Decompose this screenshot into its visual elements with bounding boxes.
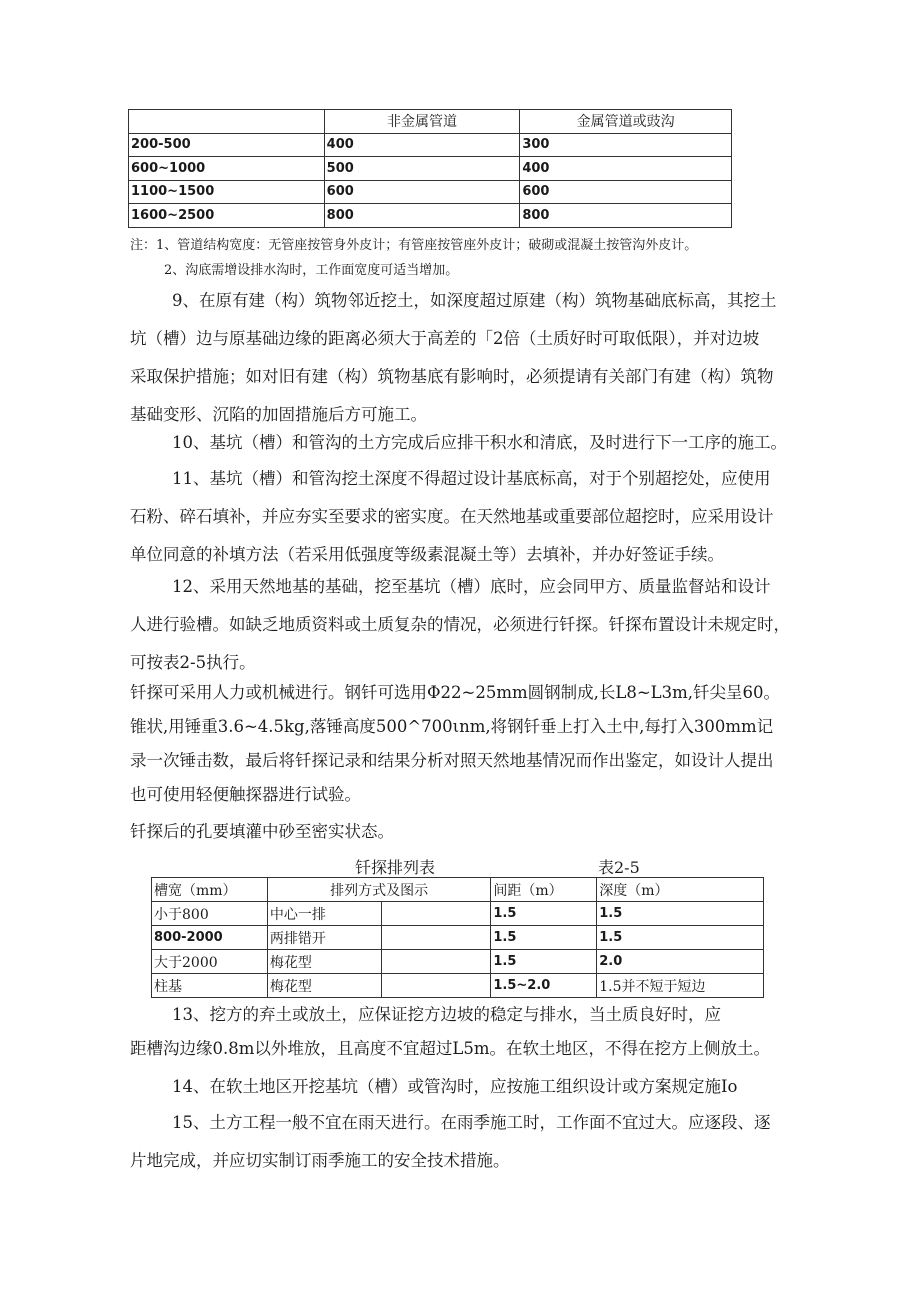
table-cell: 柱基: [152, 974, 268, 998]
text-line: 录一次锤击数，最后将钎探记录和结果分析对照天然地基情况而作出鉴定，如设计人提出: [130, 751, 774, 770]
table-cell: 1.5并不短于短边: [597, 974, 764, 998]
table-cell: 1.5: [597, 926, 764, 950]
paragraph-13: [130, 998, 770, 1066]
text-line: 基础变形、沉陷的加固措施后方可施工。: [130, 405, 427, 424]
paragraph-10: 10、基坑（槽）和管沟的土方完成后应排干积水和清底，及时进行下一工序的施工。: [172, 433, 787, 452]
table-cell: 600~1000: [129, 157, 325, 181]
table-note-1: 注：1、管道结构宽度：无管座按管身外皮计；有管座按管座外皮计；破砌或混凝土按管沟外皮计。: [130, 238, 698, 253]
table-header-row: [152, 878, 764, 902]
table-cell: 600: [324, 180, 520, 204]
table-cell: 1.5: [491, 950, 597, 974]
table-cell: 600: [520, 180, 732, 204]
probe-layout-table: [151, 877, 764, 998]
table-row: [129, 157, 732, 181]
table-row: [129, 180, 732, 204]
table-cell: 两排错开: [267, 926, 381, 950]
table-cell: 梅花型: [267, 974, 381, 998]
text-line: 11、基坑（槽）和管沟挖土深度不得超过设计基底标高，对于个别超挖处，应使用: [172, 469, 771, 488]
table-note-2: 2、沟底需增设排水沟时，工作面宽度可适当增加。: [164, 263, 459, 278]
table-number: 表2-5: [598, 858, 640, 877]
table-header-cell: 排列方式及图示: [267, 878, 490, 902]
table-cell: 1.5: [597, 902, 764, 926]
table-header-cell: 深度（m）: [597, 878, 764, 902]
paragraph-15: [130, 1104, 771, 1180]
text-line: 人进行验槽。如缺乏地质资料或土质复杂的情况，必须进行钎探。钎探布置设计未规定时，: [130, 615, 790, 634]
table-row: [152, 974, 764, 998]
table-cell: 大于2000: [152, 950, 268, 974]
table-header-cell: 槽宽（mm）: [152, 878, 268, 902]
table-row: [152, 902, 764, 926]
table-cell: 1600~2500: [129, 204, 325, 228]
table-cell: 800: [520, 204, 732, 228]
table-cell: 梅花型: [267, 950, 381, 974]
text-line: 距槽沟边缘0.8m以外堆放，且高度不宜超过L5m。在软土地区，不得在挖方上侧放土。: [130, 1039, 770, 1058]
table-row: [129, 133, 732, 157]
table-cell: 1100~1500: [129, 180, 325, 204]
table-cell: 1.5: [491, 902, 597, 926]
paragraph-12: [130, 568, 790, 682]
text-line: 石粉、碎石填补，并应夯实至要求的密实度。在天然地基或重要部位超挖时，应采用设计: [130, 507, 774, 526]
text-line: 也可使用轻便触探器进行试验。: [130, 785, 361, 804]
table-cell: 400: [520, 157, 732, 181]
table-row: [152, 926, 764, 950]
paragraph-9: [130, 282, 777, 434]
table-header-cell: 非金属管道: [324, 110, 520, 134]
paragraph-fill: 钎探后的孔要填灌中砂至密实状态。: [130, 822, 394, 841]
table-caption: 钎探排列表: [355, 858, 436, 877]
table-cell: [381, 974, 491, 998]
table-cell: 500: [324, 157, 520, 181]
table-cell: 小于800: [152, 902, 268, 926]
table-cell: [381, 950, 491, 974]
paragraph-14: 14、在软土地区开挖基坑（槽）或管沟时，应按施工组织设计或方案规定施Io: [172, 1077, 738, 1096]
table-cell: 1.5: [491, 926, 597, 950]
paragraph-11: [130, 460, 774, 574]
text-line: 可按表2-5执行。: [130, 653, 256, 672]
table-header-cell: 金属管道或豉沟: [520, 110, 732, 134]
table-cell: 400: [324, 133, 520, 157]
text-line: 12、采用天然地基的基础，挖至基坑（槽）底时，应会同甲方、质量监督站和设计: [172, 577, 771, 596]
pipe-width-table: [128, 109, 732, 228]
table-cell: [381, 902, 491, 926]
table-cell: 300: [520, 133, 732, 157]
table-header-cell: 间距（m）: [491, 878, 597, 902]
text-line: 坑（槽）边与原基础边缘的距离必须大于高差的「2倍（土质好时可取低限），并对边坡: [130, 329, 760, 348]
table-header-cell: [129, 110, 325, 134]
table-cell: 800-2000: [152, 926, 268, 950]
text-line: 锥状,用锤重3.6~4.5kg,落锤高度500^700ιnm,将钢钎垂上打入土中,每打入300mm记: [130, 717, 774, 736]
text-line: 单位同意的补填方法（若采用低强度等级素混凝土等）去填补，并办好签证手续。: [130, 545, 724, 564]
text-line: 采取保护措施；如对旧有建（构）筑物基底有影响时，必须提请有关部门有建（构）筑物: [130, 367, 774, 386]
table-cell: [381, 926, 491, 950]
text-line: 钎探可采用人力或机械进行。钢钎可选用Φ22~25mm圆钢制成,长L8~L3m,钎尖呈60。: [130, 683, 781, 702]
text-line: 片地完成，并应切实制订雨季施工的安全技术措施。: [130, 1151, 510, 1170]
paragraph-probe: [130, 676, 780, 812]
text-line: 9、在原有建（构）筑物邻近挖土，如深度超过原建（构）筑物基础底标高，其挖土: [172, 291, 777, 310]
table-cell: 800: [324, 204, 520, 228]
table-header-row: [129, 110, 732, 134]
table-row: [152, 950, 764, 974]
text-line: 13、挖方的弃土或放土，应保证挖方边坡的稳定与排水，当土质良好时，应: [172, 1005, 721, 1024]
table-cell: 200-500: [129, 133, 325, 157]
table-row: [129, 204, 732, 228]
table-cell: 中心一排: [267, 902, 381, 926]
table-cell: 1.5~2.0: [491, 974, 597, 998]
table-cell: 2.0: [597, 950, 764, 974]
text-line: 15、土方工程一般不宜在雨天进行。在雨季施工时，工作面不宜过大。应逐段、逐: [172, 1113, 771, 1132]
